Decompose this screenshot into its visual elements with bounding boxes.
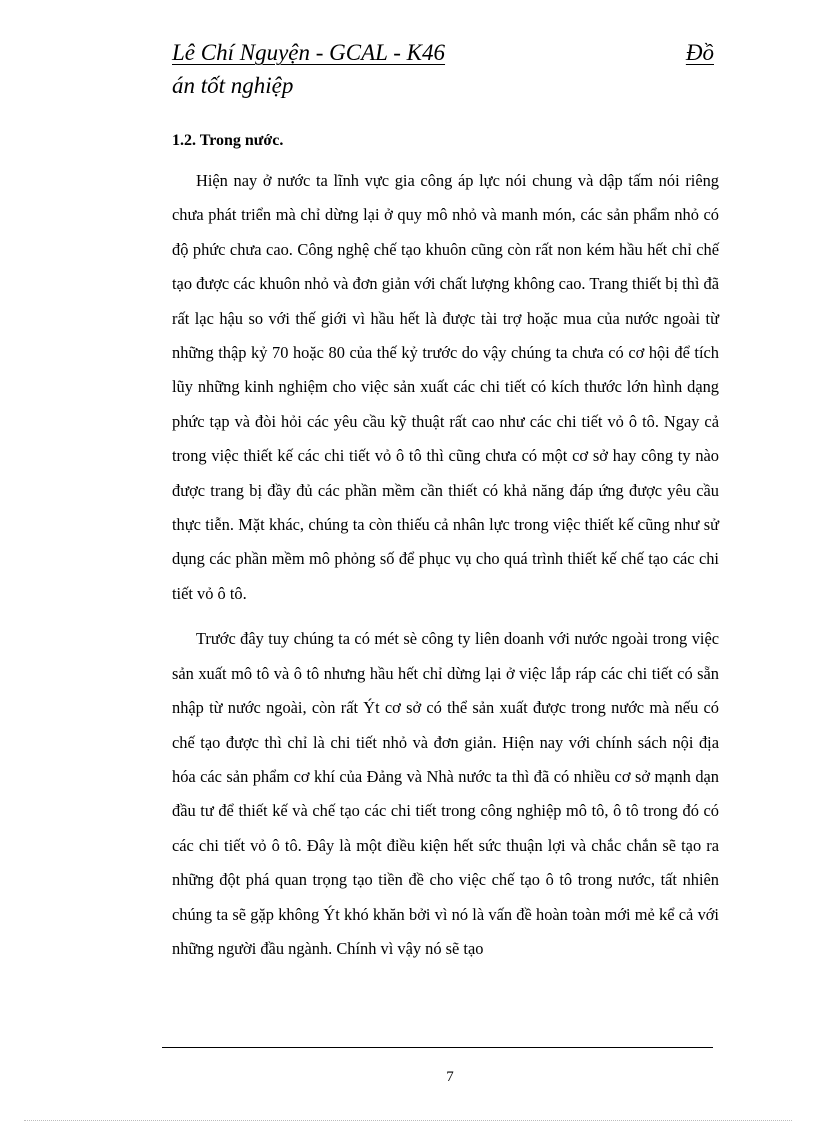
page-header <box>172 36 714 102</box>
page-edge-divider <box>24 1120 792 1121</box>
paragraph: Trước đây tuy chúng ta có mét sè công ty liên doanh với nước ngoài trong việc sản xuất mô tô và ô tô nhưng hầu hết chỉ dừng lại ở việc lắp ráp các chi tiết có sẵn nhập từ nước ngoài, còn rất Ýt cơ sở có thể sản xuất được trong nước mà nếu có chế tạo được thì chỉ là chi tiết nhỏ và đơn giản. Hiện nay với chính sách nội địa hóa các sản phẩm cơ khí của Đảng và Nhà nước ta thì đã có nhiều cơ sở mạnh dạn đầu tư để thiết kế và chế tạo các chi tiết trong công nghiệp mô tô, ô tô trong đó có các chi tiết vỏ ô tô. Đây là một điều kiện hết sức thuận lợi và chắc chắn sẽ tạo ra những đột phá quan trọng tạo tiền đề cho việc chế tạo ô tô trong nước, tất nhiên chúng ta sẽ gặp không Ýt khó khăn bởi vì nó là vấn đề hoàn toàn mới mẻ kể cả với những người đầu ngành. Chính vì vậy nó sẽ tạo <box>172 629 719 958</box>
header-title-start: Đồ <box>685 40 714 65</box>
header-title-end: án tốt nghiệp <box>172 73 294 98</box>
header-author: Lê Chí Nguyện - GCAL - K46 <box>172 40 446 65</box>
paragraph: Hiện nay ở nước ta lĩnh vực gia công áp lực nói chung và dập tấm nói riêng chưa phát triển mà chỉ dừng lại ở quy mô nhỏ và manh món, các sản phẩm nhỏ có độ phức chưa cao. Công nghệ chế tạo khuôn cũng còn rất non kém hầu hết chỉ chế tạo được các khuôn nhỏ và đơn giản với chất lượng không cao. Trang thiết bị thì đã rất lạc hậu so với thế giới vì hầu hết là được tài trợ hoặc mua của nước ngoài từ những thập kỷ 70 hoặc 80 của thế kỷ trước do vậy chúng ta chưa có cơ hội để tích lũy những kinh nghiệm cho việc sản xuất các chi tiết có kích thước lớn hình dạng phức tạp và đòi hỏi các yêu cầu kỹ thuật rất cao như các chi tiết vỏ ô tô. Ngay cả trong việc thiết kế các chi tiết vỏ ô tô thì cũng chưa có một cơ sở hay công ty nào được trang bị đầy đủ các phần mềm cần thiết có khả năng đáp ứng được yêu cầu thực tiễn. Mặt khác, chúng ta còn thiếu cả nhân lực trong việc thiết kế cũng như sử dụng các phần mềm mô phỏng số để phục vụ cho quá trình thiết kế chế tạo các chi tiết vỏ ô tô. <box>172 171 719 603</box>
body-text <box>172 164 719 966</box>
page-number: 7 <box>446 1069 454 1085</box>
section-title: 1.2. Trong nước. <box>172 132 284 149</box>
footer-divider <box>162 1047 713 1048</box>
header-line <box>172 36 714 69</box>
